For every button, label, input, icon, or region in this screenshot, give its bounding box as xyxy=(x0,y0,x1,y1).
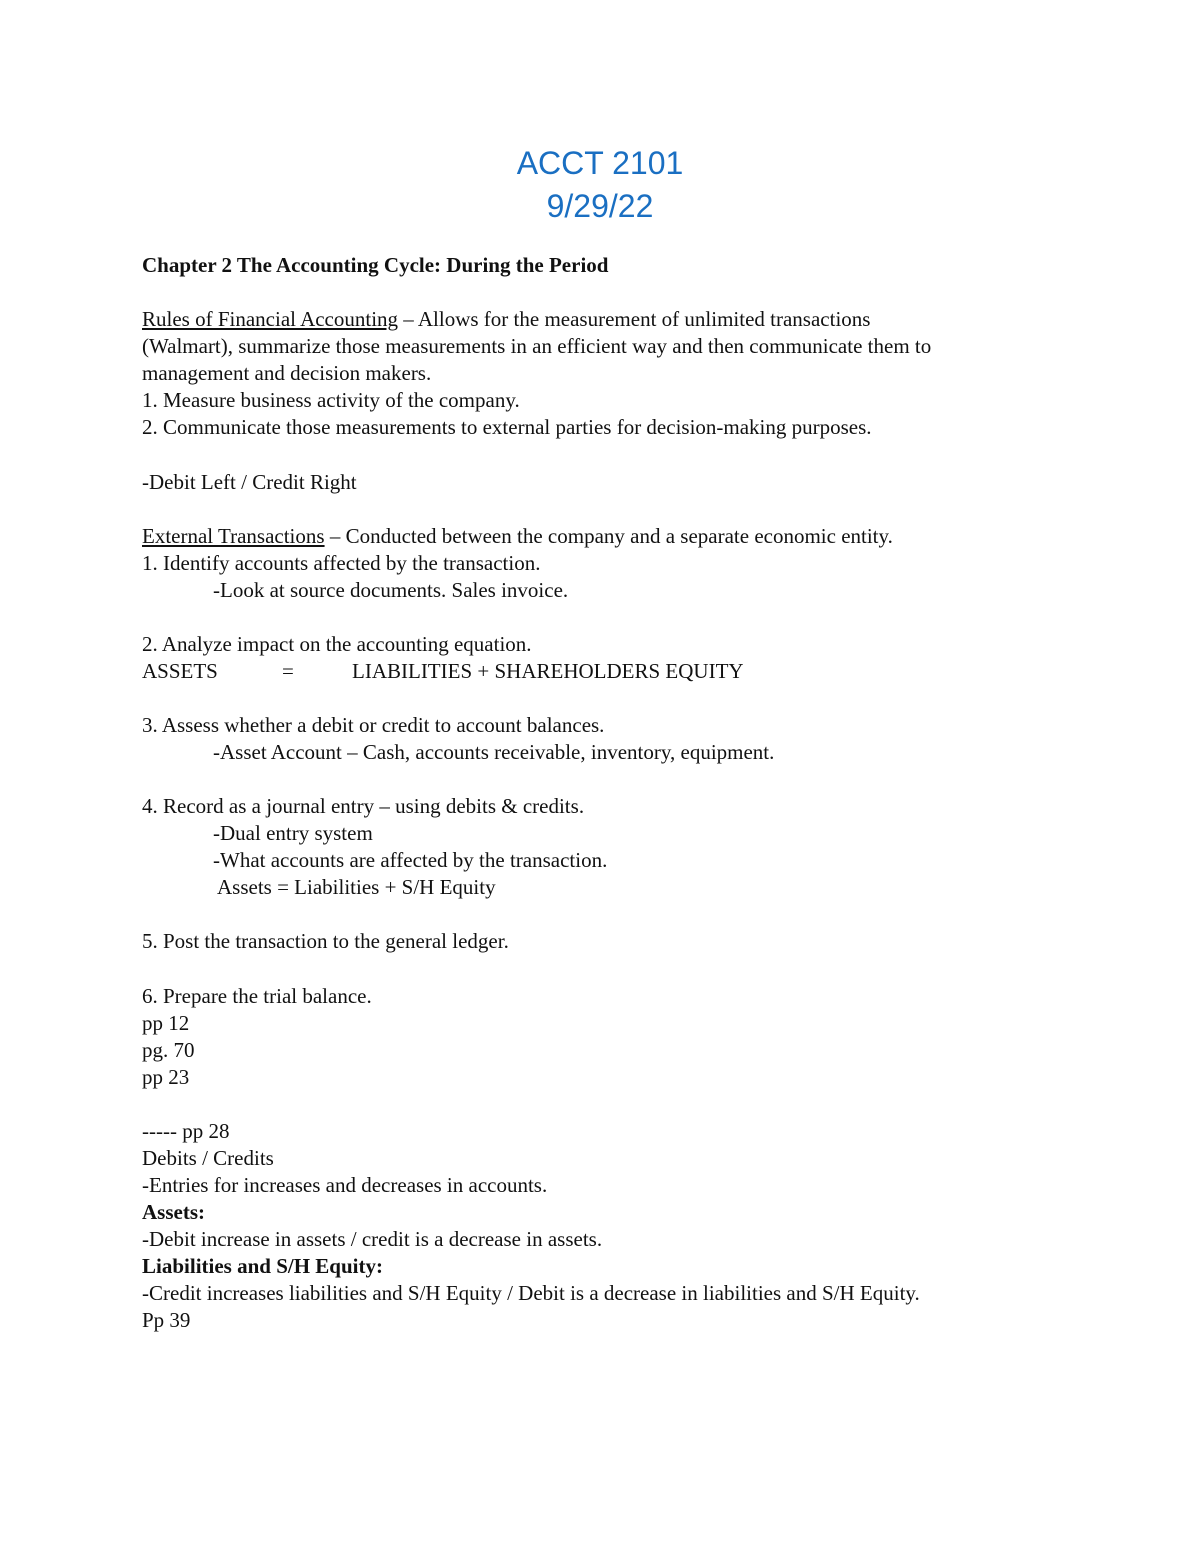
step-4: 4. Record as a journal entry – using debits & credits. xyxy=(142,794,585,818)
external-definition-line xyxy=(142,523,893,549)
step-4-sub-3: Assets = Liabilities + S/H Equity xyxy=(217,875,496,899)
step-3: 3. Assess whether a debit or credit to account balances. xyxy=(142,713,605,737)
step-4-sub-2: -What accounts are affected by the transaction. xyxy=(213,848,608,872)
step-1-sub: -Look at source documents. Sales invoice. xyxy=(213,578,569,602)
page-ref-3: pp 23 xyxy=(142,1065,190,1089)
rules-definition: – Allows for the measurement of unlimited transactions xyxy=(398,307,871,331)
liabilities-equity-rule: -Credit increases liabilities and S/H Equity / Debit is a decrease in liabilities and S/H Equity. xyxy=(142,1281,920,1305)
step-2: 2. Analyze impact on the accounting equation. xyxy=(142,632,532,656)
course-heading: ACCT 2101 xyxy=(516,145,684,181)
page-ref-1: pp 12 xyxy=(142,1011,190,1035)
final-page-ref: Pp 39 xyxy=(142,1308,191,1332)
page-ref-4: ----- pp 28 xyxy=(142,1119,230,1143)
rules-definition-line3: management and decision makers. xyxy=(142,361,432,385)
step-6: 6. Prepare the trial balance. xyxy=(142,984,372,1008)
rules-definition-line2: (Walmart), summarize those measurements in an efficient way and then communicate them to xyxy=(142,334,932,358)
assets-rule: -Debit increase in assets / credit is a decrease in assets. xyxy=(142,1227,603,1251)
assets-label: Assets: xyxy=(142,1200,205,1224)
external-term: External Transactions xyxy=(142,524,325,548)
equation-rhs: LIABILITIES + SHAREHOLDERS EQUITY xyxy=(352,659,744,683)
step-3-sub: -Asset Account – Cash, accounts receivable, inventory, equipment. xyxy=(213,740,775,764)
rules-item-2: 2. Communicate those measurements to external parties for decision-making purposes. xyxy=(142,415,872,439)
external-definition: – Conducted between the company and a separate economic entity. xyxy=(324,524,893,548)
equation-assets: ASSETS xyxy=(142,659,218,683)
date-heading: 9/29/22 xyxy=(546,188,654,224)
debits-credits-entries: -Entries for increases and decreases in accounts. xyxy=(142,1173,548,1197)
rules-term: Rules of Financial Accounting xyxy=(142,307,399,331)
page-ref-2: pg. 70 xyxy=(142,1038,195,1062)
debit-credit-note: -Debit Left / Credit Right xyxy=(142,470,357,494)
step-1: 1. Identify accounts affected by the transaction. xyxy=(142,551,541,575)
rules-definition-line1 xyxy=(142,306,870,332)
rules-item-1: 1. Measure business activity of the company. xyxy=(142,388,520,412)
equation-equals: = xyxy=(282,659,294,683)
debits-credits-title: Debits / Credits xyxy=(142,1146,274,1170)
liabilities-equity-label: Liabilities and S/H Equity: xyxy=(142,1254,383,1278)
chapter-title: Chapter 2 The Accounting Cycle: During the Period xyxy=(142,253,609,277)
step-5: 5. Post the transaction to the general ledger. xyxy=(142,929,509,953)
step-4-sub-1: -Dual entry system xyxy=(213,821,373,845)
